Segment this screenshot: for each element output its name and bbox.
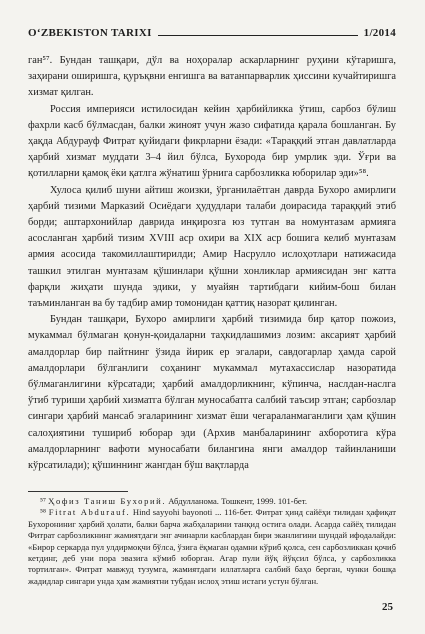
footnote-separator bbox=[28, 491, 128, 492]
article-body bbox=[28, 53, 396, 474]
footnote-marker: ⁵⁷ bbox=[40, 496, 46, 506]
footnote-marker: ⁵⁸ bbox=[40, 507, 46, 518]
issue-number: 1/2014 bbox=[363, 27, 396, 39]
footnotes bbox=[28, 496, 396, 587]
footnote-text: Абдулланома. Тошкент, 1999. 101-бет. bbox=[166, 496, 307, 506]
footnote-text: Hind sayyohi bayonoti ... 116-бет. Фитрат ҳинд сайёҳи тилидан ҳафиқат Бухорониниг ҳарбий ҳолати, балки барча жабҳаларини танқид остига олади. Асарда сайёҳ тилидан Фитрат сарбозликнинг жамиятдаги энг ачинарли касблардан бири эканлигини шундай ифодалайди: «Бирор серкарда пул улдирмоқчи бўлса, ўзига ёқмаган одамни кўриб қолса, сен сарбозликкан қочиб кетдинг, деб уни пора эвазига кўмиб юборган. Агар пули йўқ йўқсил бўлса, у сарбозликка тортилган». Фитрат мавжуд тузумга, жамиятдаги иллатларга салбий баҳо берган, чунки бошқа жадидлар сингари унда ҳам жамиятни тубдан ислоҳ этиш истаги устун бўлган. bbox=[28, 507, 396, 586]
journal-title: O‘ZBEKISTON TARIXI bbox=[28, 27, 152, 39]
footnote bbox=[28, 507, 396, 587]
header-rule bbox=[158, 35, 358, 36]
paragraph: Бундан ташқари, Бухоро амирлиги ҳарбий тизимида бир қатор пожоиз, мукаммал бўлмаган қонун-қоидаларни таҳкидлашимиз лозим: аксарият ҳарбий амалдорлар бир пайтнинг ўзида йирик ер эгалари, савдогарлар ҳамда сарой амалдорлари бўлганлиги соҳанинг мукаммал мутахассислар назоратида бўлмаганлигини кўрсатади; ҳарбий амалдорликнинг, кўпинча, наслдан-наслга ўтиб туриши ҳарбий хизматга бўлган муносабатга салбий таъсир этган; сарбозлар сингари ҳарбий мансаб эгаларининг хизмат ёши чегараланмаганлиги ҳам қўшин салоҳиятини тушириб юборар эди (Архив манбаларининг ахборотига кўра амалдорларнинг вафоти муносабати билангина янги амалдор тайинланиши кўрсатилади); қўшиннинг жангдан бўш вақтларда bbox=[28, 314, 396, 472]
running-header bbox=[28, 27, 396, 39]
footnote-author: Ҳофиз Таниш Бухорий. bbox=[48, 496, 167, 506]
page-number: 25 bbox=[382, 601, 393, 613]
paragraph: Россия империяси истилосидан кейин ҳарбийликка ўтиш, сарбоз бўлиш фахрли касб бўлмасдан, балки жиноят учун жазо сифатида қарала бошланган. Бу ҳақда Абдурауф Фитрат қуйидаги фикрларни ёзади: «Тараққий этган давлатларда ҳарбий хизмат муддати 3–4 йил бўлса, Бухорода бир умрлик эди. Ўғри ва қотилларни қамоқ ёки қатлга жўнатиш ўрнига сарбозликка юборилар эди»⁵⁸. bbox=[28, 103, 396, 180]
paragraph: ган⁵⁷. Бундан ташқари, дўл ва ноҳоралар аскарларнинг руҳини кўтаришга, заҳирани оширишга, қуръқвни енгишга ва ватанпарварлик ҳиссини кучайтиришга хизмат қилган. bbox=[28, 55, 396, 99]
paragraph: Хулоса қилиб шуни айтиш жоизки, ўрганилаётган даврда Бухоро амирлиги ҳарбий тизими Марказий Осиёдаги ҳудудлари талаби доирасида тараққий этиб борди; аштархонийлар даврида инқирозга юз тутган ва номунтазам армияга асосланган ҳарбий тизим XVIII аср охири ва XIX аср бошига келиб мунтазам армия асосида такомиллаштирилди; Амир Насрулло ислоҳотлари натижасида ташкил этилган мунтазам қўшинлари қўшни хонликлар армиясидан энг катта фарқли жиҳати шунда эдики, у муайян тартибдаги кийим-бош билан таъминланган ва бу тадбир амир томонидан қаттиқ назорат қилинган. bbox=[28, 184, 396, 310]
footnote-author: Fitrat Abdurauf. bbox=[48, 507, 131, 518]
footnote bbox=[28, 496, 396, 507]
